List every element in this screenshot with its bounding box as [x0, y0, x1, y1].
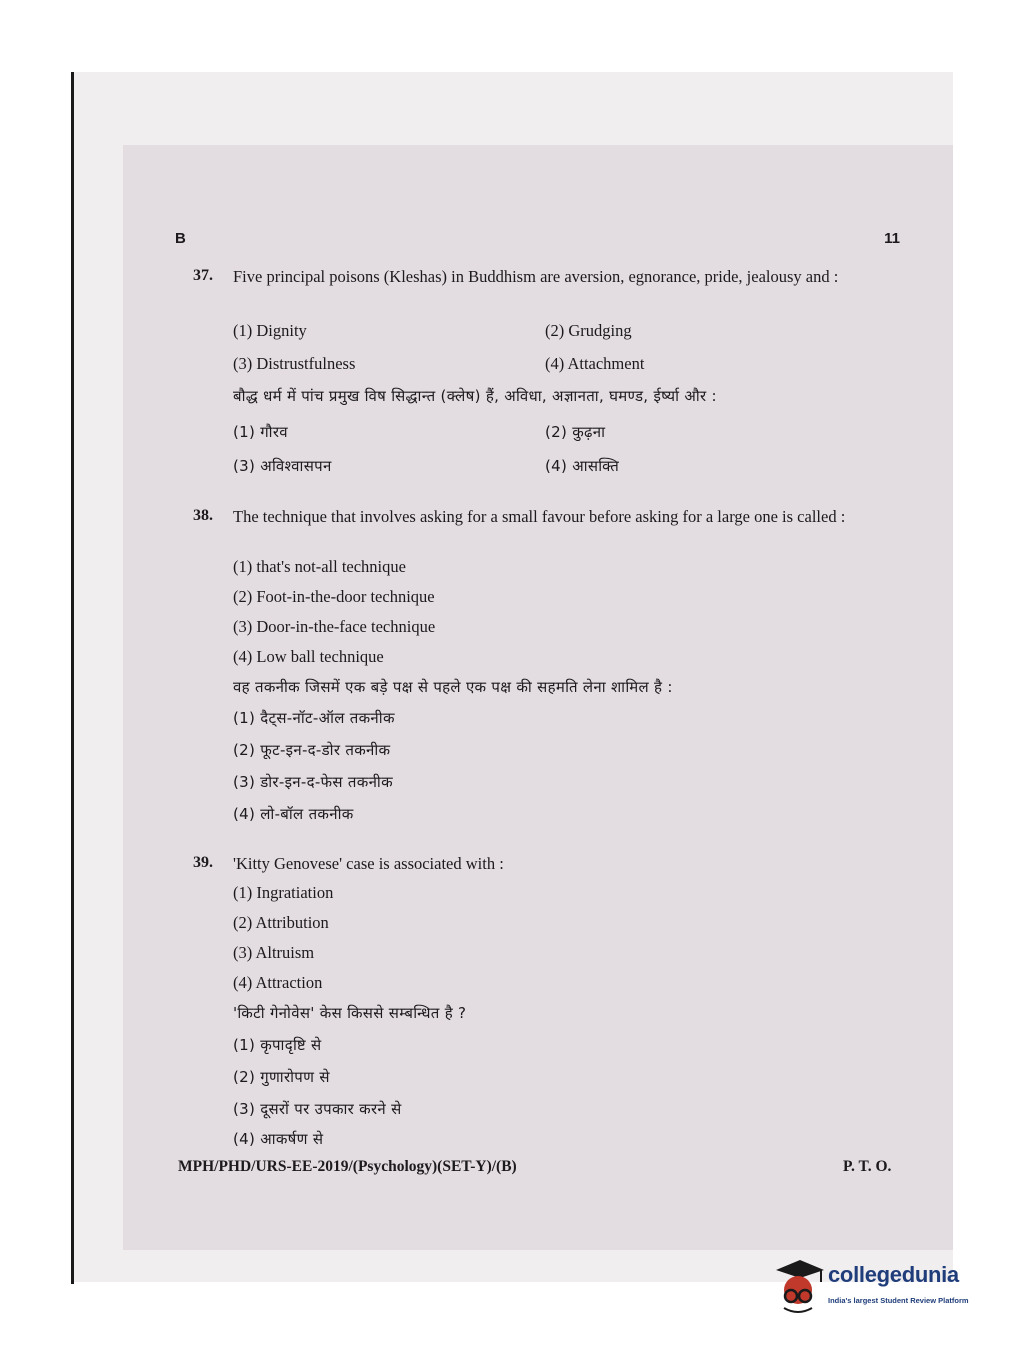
option-en: (1) that's not-all technique — [233, 557, 406, 576]
mascot-icon — [770, 1256, 826, 1316]
pto-label: P. T. O. — [843, 1158, 892, 1175]
option-en: (3) Door-in-the-face technique — [233, 617, 436, 636]
option-en: (1) Dignity — [233, 321, 307, 340]
question-text-en: 'Kitty Genovese' case is associated with : — [233, 854, 504, 873]
option-hi: (3) डोर-इन-द-फेस तकनीक — [233, 773, 393, 791]
option-en: (3) Distrustfulness — [233, 354, 356, 373]
logo-name: collegedunia — [828, 1262, 959, 1287]
option-en: (4) Attachment — [545, 354, 645, 373]
logo-tagline: India's largest Student Review Platform — [828, 1296, 969, 1305]
option-en: (3) Altruism — [233, 943, 315, 962]
option-en: (2) Grudging — [545, 321, 632, 340]
option-hi: (1) दैट्स-नॉट-ऑल तकनीक — [233, 709, 395, 727]
option-hi: (2) गुणारोपण से — [233, 1068, 330, 1086]
option-en: (4) Attraction — [233, 973, 323, 992]
page-number: 11 — [884, 230, 900, 247]
option-hi: (3) अविश्वासपन — [233, 457, 332, 475]
collegedunia-logo[interactable] — [770, 1256, 1000, 1316]
option-en: (2) Attribution — [233, 913, 329, 932]
set-letter: B — [175, 230, 186, 247]
paper-code: MPH/PHD/URS-EE-2019/(Psychology)(SET-Y)/(B) — [178, 1158, 517, 1175]
question-text-en: Five principal poisons (Kleshas) in Buddhism are aversion, egnorance, pride, jealousy and : — [233, 267, 839, 286]
option-en: (1) Ingratiation — [233, 883, 334, 902]
question-text-hi: वह तकनीक जिसमें एक बड़े पक्ष से पहले एक पक्ष की सहमति लेना शामिल है : — [233, 678, 673, 696]
option-hi: (2) फूट-इन-द-डोर तकनीक — [233, 741, 391, 759]
scan-border — [71, 72, 74, 1284]
question-number: 39. — [193, 854, 213, 871]
question-text-en: The technique that involves asking for a small favour before asking for a large one is called : — [233, 507, 846, 526]
question-number: 37. — [193, 267, 213, 284]
option-hi: (4) आकर्षण से — [233, 1130, 324, 1148]
question-text-hi: 'किटी गेनोवेस' केस किससे सम्बन्धित है ? — [233, 1004, 467, 1022]
option-hi: (3) दूसरों पर उपकार करने से — [233, 1100, 402, 1118]
question-number: 38. — [193, 507, 213, 524]
question-text-hi: बौद्ध धर्म में पांच प्रमुख विष सिद्धान्त (क्लेष) हैं, अविधा, अज्ञानता, घमण्ड, ईर्ष्या और : — [233, 387, 717, 405]
option-en: (4) Low ball technique — [233, 647, 384, 666]
option-hi: (1) गौरव — [233, 423, 288, 441]
option-en: (2) Foot-in-the-door technique — [233, 587, 435, 606]
option-hi: (2) कुढ़ना — [545, 423, 606, 441]
option-hi: (4) लो-बॉल तकनीक — [233, 805, 354, 823]
option-hi: (4) आसक्ति — [545, 457, 620, 475]
option-hi: (1) कृपादृष्टि से — [233, 1036, 322, 1054]
